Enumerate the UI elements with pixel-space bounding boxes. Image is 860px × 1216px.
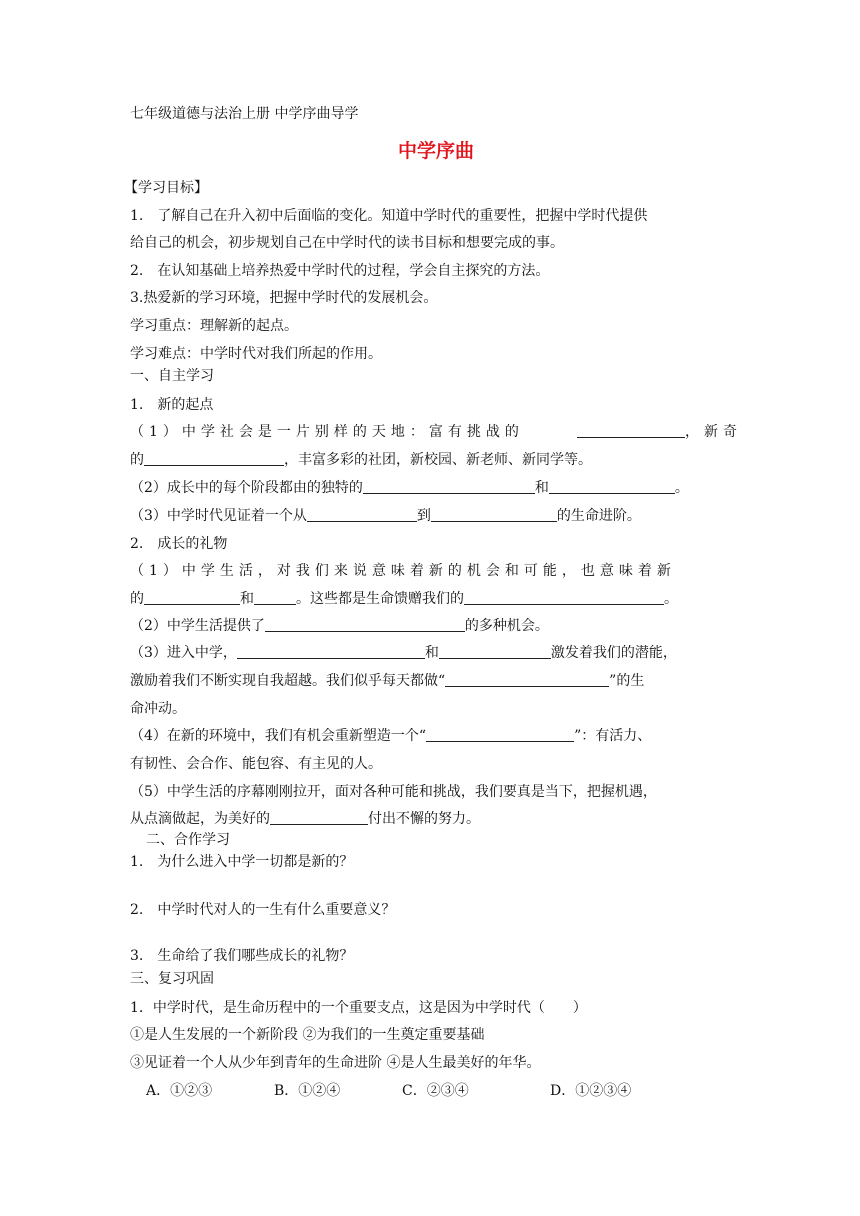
- answer-blank[interactable]: [144, 451, 284, 466]
- q2-3b-post: ”的生: [609, 673, 645, 689]
- section1-heading: 一、自主学习: [130, 368, 214, 384]
- q2-5b-post: 付出不懈的努力。: [368, 811, 480, 827]
- answer-blank[interactable]: [363, 479, 535, 494]
- section3-q1: 1．中学时代，是生命历程中的一个重要支点，这是因为中学时代（ ）: [130, 1000, 587, 1016]
- key-point: 学习重点：理解新的起点。: [130, 318, 298, 334]
- section3-heading: 三、复习巩固: [130, 971, 214, 987]
- section2-q3: 3. 生命给了我们哪些成长的礼物？: [130, 948, 354, 964]
- answer-blank[interactable]: [426, 727, 574, 742]
- difficulty-point: 学习难点：中学时代对我们所起的作用。: [130, 346, 382, 362]
- q2-1b-post: 。: [664, 591, 678, 607]
- answer-blank[interactable]: [265, 617, 465, 632]
- option-d[interactable]: D．①②③④: [550, 1083, 632, 1099]
- answer-blank[interactable]: [464, 590, 664, 605]
- q1-2-pre: （2）成长中的每个阶段都由的独特的: [130, 480, 363, 496]
- q2-4-line-b: 有韧性、会合作、能包容、有主见的人。: [130, 756, 382, 772]
- answer-blank[interactable]: [549, 479, 675, 494]
- q1-3: [130, 506, 641, 526]
- q2-1b-pre: 的: [130, 591, 144, 607]
- q2-1a-text: （1）中学生活，对我们来说意味着新的机会和可能，也意味着新: [130, 563, 676, 579]
- answer-blank[interactable]: [254, 590, 296, 605]
- section1-sub2: 2. 成长的礼物: [130, 536, 228, 552]
- q2-1b-mid: 和: [240, 591, 254, 607]
- section2-heading: 二、合作学习: [146, 832, 230, 848]
- answer-blank[interactable]: [577, 423, 685, 438]
- doc-header: 七年级道德与法治上册 中学序曲导学: [130, 106, 359, 122]
- q1-1-text-left: （1）中学社会是一片别样的天地：富有挑战的: [130, 424, 524, 440]
- q1-2-mid: 和: [534, 480, 549, 496]
- option-b[interactable]: B．①②④: [274, 1083, 341, 1099]
- q2-4a-pre: （4）在新的环境中，我们有机会重新塑造一个“: [130, 728, 427, 744]
- q2-3a-post: 激发着我们的潜能，: [550, 645, 677, 661]
- answer-blank[interactable]: [144, 590, 240, 605]
- q1-1b-post: ，丰富多彩的社团，新校园、新老师、新同学等。: [284, 452, 592, 468]
- answer-blank[interactable]: [439, 644, 551, 659]
- q1-2-post: 。: [674, 480, 689, 496]
- option-a[interactable]: A．①②③: [146, 1083, 213, 1099]
- q1-1b-pre: 的: [130, 452, 144, 468]
- q1-1-text-right: ，新奇: [685, 424, 742, 440]
- q1-3-post: 的生命进阶。: [556, 508, 641, 524]
- q2-5-line-a: （5）中学生活的序幕刚刚拉开，面对各种可能和挑战，我们要真是当下，把握机遇，: [130, 784, 657, 800]
- q1-1-line-a: [130, 422, 742, 442]
- q2-2-pre: （2）中学生活提供了: [130, 618, 265, 634]
- answer-blank[interactable]: [445, 672, 609, 687]
- q1-1-line-b: [130, 450, 592, 470]
- q1-3-pre: （3）中学时代见证着一个从: [130, 508, 307, 524]
- q2-3b-pre: 激励着我们不断实现自我超越。我们似乎每天都做“: [130, 673, 446, 689]
- q2-3-line-b: [130, 671, 644, 691]
- q2-5-line-b: [130, 809, 480, 829]
- section2-q2: 2. 中学时代对人的一生有什么重要意义？: [130, 902, 396, 918]
- objective-2: 2. 在认知基础上培养热爱中学时代的过程，学会自主探究的方法。: [130, 263, 550, 279]
- answer-blank[interactable]: [431, 507, 557, 522]
- q2-5b-pre: 从点滴做起，为美好的: [130, 811, 270, 827]
- section2-q1: 1. 为什么进入中学一切都是新的？: [130, 854, 354, 870]
- q2-3-line-c: 命冲动。: [130, 701, 186, 717]
- q2-3-line-a: [130, 643, 677, 663]
- option-c[interactable]: C．②③④: [402, 1083, 469, 1099]
- answer-blank[interactable]: [307, 507, 417, 522]
- doc-title: 中学序曲: [397, 140, 474, 162]
- section1-sub1: 1. 新的起点: [130, 397, 214, 413]
- answer-blank[interactable]: [270, 810, 368, 825]
- objectives-heading: 【学习目标】: [124, 180, 208, 196]
- q2-1-line-a: [130, 561, 676, 581]
- q2-1-line-b: [130, 589, 678, 609]
- objective-1-line-a: 1. 了解自己在升入初中后面临的变化。知道中学时代的重要性，把握中学时代提供: [130, 208, 648, 224]
- q2-2-post: 的多种机会。: [464, 618, 549, 634]
- q1-3-mid: 到: [416, 508, 431, 524]
- q2-3a-pre: （3）进入中学，: [130, 645, 237, 661]
- q2-3a-mid: 和: [424, 645, 439, 661]
- q2-4-line-a: [130, 726, 651, 746]
- q2-1b-mid2: 。这些都是生命馈赠我们的: [296, 591, 464, 607]
- objective-3: 3.热爱新的学习环境，把握中学时代的发展机会。: [130, 290, 438, 306]
- q1-2: [130, 478, 689, 498]
- q2-4a-post: ”：有活力、: [574, 728, 652, 744]
- section3-statement-1: ①是人生发展的一个新阶段 ②为我们的一生奠定重要基础: [130, 1027, 485, 1043]
- answer-blank[interactable]: [237, 644, 425, 659]
- section3-statement-2: ③见证着一个人从少年到青年的生命进阶 ④是人生最美好的年华。: [130, 1055, 541, 1071]
- objective-1-line-b: 给自己的机会，初步规划自己在中学时代的读书目标和想要完成的事。: [130, 235, 564, 251]
- q2-2: [130, 616, 549, 636]
